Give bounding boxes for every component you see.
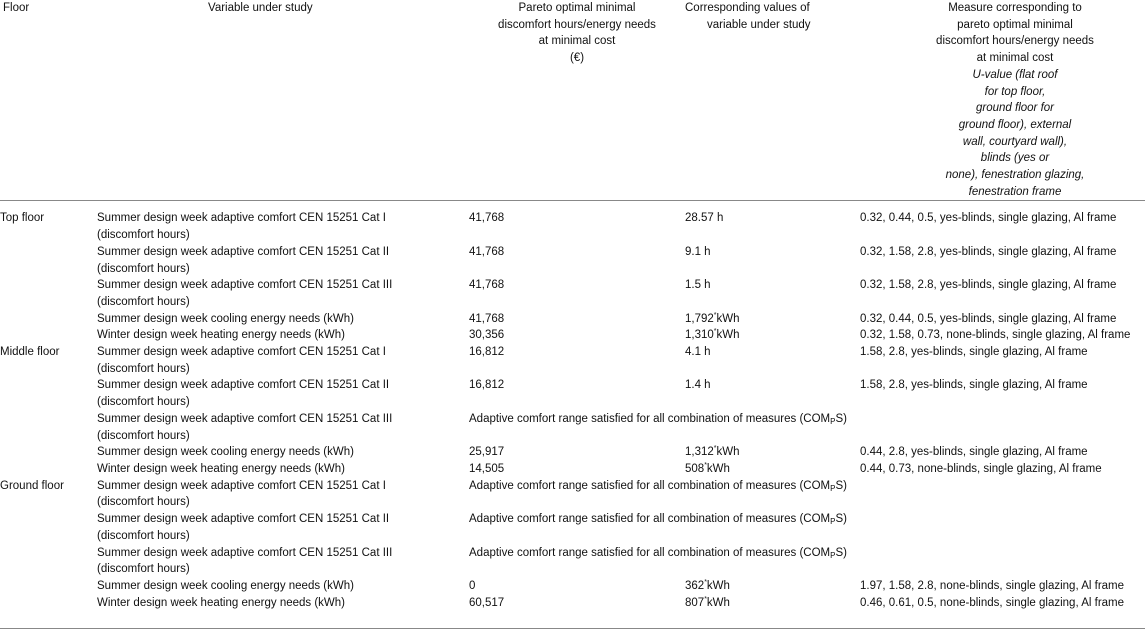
value-cell (685, 344, 860, 377)
floor-cell (0, 444, 97, 461)
table-row (0, 411, 1145, 444)
footnote-mark: * (704, 578, 707, 586)
header-measure: Measure corresponding to pareto optimal minimal discomfort hours/energy needs at minimal cost U-value (flat roof for top floor, ground floor for ground floor), external wall, courtyard wall), blinds (yes or none), fenestration glazing, fenestration frame (860, 0, 1145, 201)
value-cell (685, 327, 860, 344)
value-number: 807 (685, 596, 705, 609)
value-number: 1,792 (685, 312, 714, 325)
table-row (0, 461, 1145, 478)
table-row (0, 511, 1145, 544)
variable-line: Summer design week adaptive comfort CEN 15251 Cat III (97, 412, 393, 425)
note-text: Adaptive comfort range satisfied for all combination of measures (COM (469, 513, 831, 526)
value-number: 1,310 (685, 329, 714, 342)
note-text: Adaptive comfort range satisfied for all combination of measures (COM (469, 479, 831, 492)
measure-cell: 0.46, 0.61, 0.5, none-blinds, single glazing, Al frame (860, 596, 1125, 609)
floor-cell: Middle floor (0, 346, 60, 359)
variable-line: Summer design week adaptive comfort CEN 15251 Cat II (97, 245, 390, 258)
footnote-mark: * (713, 445, 717, 453)
variable-line: Winter design week heating energy needs (kWh) (97, 329, 346, 342)
floor-cell (0, 578, 97, 595)
value-number: 28.57 h (685, 212, 724, 225)
variable-line: (discomfort hours) (97, 295, 190, 308)
variable-line: Summer design week adaptive comfort CEN 15251 Cat I (97, 212, 386, 225)
variable-cell (97, 344, 469, 377)
table-row (0, 444, 1145, 461)
variable-line: Summer design week adaptive comfort CEN 15251 Cat III (97, 546, 393, 559)
table-body (0, 201, 1145, 611)
variable-line: Summer design week cooling energy needs (kWh) (97, 312, 354, 325)
comfort-satisfied-note (469, 478, 1145, 511)
value-number: 1.5 h (685, 279, 711, 292)
variable-cell (97, 201, 469, 244)
variable-line: (discomfort hours) (97, 396, 190, 409)
footnote-mark: * (704, 461, 707, 469)
cost-cell: 60,517 (469, 596, 505, 609)
cost-cell: 16,812 (469, 346, 505, 359)
value-cell (685, 201, 860, 244)
table-row (0, 578, 1145, 595)
variable-line: (discomfort hours) (97, 362, 190, 375)
floor-cell (0, 545, 97, 578)
comfort-satisfied-note (469, 411, 1145, 444)
value-number: 508 (685, 462, 705, 475)
table-row (0, 545, 1145, 578)
value-number: 9.1 h (685, 245, 711, 258)
table-row (0, 327, 1145, 344)
note-end: S) (835, 412, 847, 425)
floor-cell (0, 595, 97, 612)
variable-line: Summer design week cooling energy needs (kWh) (97, 579, 354, 592)
value-cell (685, 578, 860, 595)
variable-cell (97, 327, 469, 344)
value-cell (685, 277, 860, 310)
value-unit: kWh (716, 329, 740, 342)
value-cell (685, 377, 860, 410)
measure-cell: 0.44, 0.73, none-blinds, single glazing, Al frame (860, 462, 1102, 475)
floor-cell (0, 327, 97, 344)
measure-cell: 0.32, 0.44, 0.5, yes-blinds, single glazing, Al frame (860, 312, 1117, 325)
footnote-mark: * (713, 328, 717, 336)
variable-line: (discomfort hours) (97, 429, 190, 442)
cost-cell: 41,768 (469, 212, 505, 225)
table-row (0, 244, 1145, 277)
table-row (0, 311, 1145, 328)
variable-cell (97, 411, 469, 444)
floor-cell (0, 511, 97, 544)
note-sub: P (830, 517, 836, 527)
variable-line: Summer design week adaptive comfort CEN 15251 Cat I (97, 479, 386, 492)
variable-cell (97, 511, 469, 544)
floor-cell: Ground floor (0, 479, 64, 492)
variable-cell (97, 444, 469, 461)
note-sub: P (830, 550, 836, 560)
variable-line: Summer design week adaptive comfort CEN 15251 Cat II (97, 379, 390, 392)
variable-cell (97, 478, 469, 511)
footnote-mark: * (713, 311, 717, 319)
table-row (0, 344, 1145, 377)
header-variable: Variable under study (97, 0, 469, 201)
header-pareto-cost: Pareto optimal minimal discomfort hours/energy needs at minimal cost (€) (469, 0, 685, 201)
note-end: S) (835, 513, 847, 526)
variable-line: (discomfort hours) (97, 529, 190, 542)
table-row (0, 478, 1145, 511)
cost-cell: 41,768 (469, 245, 505, 258)
cost-cell: 30,356 (469, 329, 505, 342)
measure-cell: 0.32, 0.44, 0.5, yes-blinds, single glazing, Al frame (860, 212, 1117, 225)
variable-line: (discomfort hours) (97, 496, 190, 509)
variable-line: Summer design week adaptive comfort CEN 15251 Cat I (97, 346, 386, 359)
variable-cell (97, 311, 469, 328)
cost-cell: 14,505 (469, 462, 505, 475)
value-number: 4.1 h (685, 346, 711, 359)
measure-cell: 0.44, 2.8, yes-blinds, single glazing, Al frame (860, 446, 1088, 459)
variable-line: Winter design week heating energy needs (kWh) (97, 462, 346, 475)
footnote-mark: * (704, 595, 707, 603)
header-corresponding-values: Corresponding values of variable under study (685, 0, 860, 201)
variable-line: (discomfort hours) (97, 229, 190, 242)
variable-line: Summer design week cooling energy needs (kWh) (97, 446, 354, 459)
value-unit: kWh (716, 446, 740, 459)
table-row (0, 377, 1145, 410)
variable-cell (97, 545, 469, 578)
measure-cell: 1.97, 1.58, 2.8, none-blinds, single glazing, Al frame (860, 579, 1125, 592)
bottom-rule (0, 628, 1145, 629)
variable-cell (97, 277, 469, 310)
measure-cell: 1.58, 2.8, yes-blinds, single glazing, Al frame (860, 346, 1088, 359)
floor-cell (0, 411, 97, 444)
variable-line: Summer design week adaptive comfort CEN 15251 Cat II (97, 513, 390, 526)
note-sub: P (830, 416, 836, 426)
value-number: 362 (685, 579, 705, 592)
variable-line: Summer design week adaptive comfort CEN 15251 Cat III (97, 279, 393, 292)
cost-cell: 0 (469, 579, 476, 592)
note-end: S) (835, 546, 847, 559)
value-number: 1.4 h (685, 379, 711, 392)
cost-cell: 25,917 (469, 446, 505, 459)
floor-cell (0, 277, 97, 310)
variable-cell (97, 461, 469, 478)
comfort-satisfied-note (469, 545, 1145, 578)
value-number: 1,312 (685, 446, 714, 459)
floor-cell: Top floor (0, 212, 45, 225)
header-floor: Floor (0, 0, 97, 201)
floor-cell (0, 377, 97, 410)
floor-cell (0, 244, 97, 277)
cost-cell: 16,812 (469, 379, 505, 392)
value-unit: kWh (706, 596, 730, 609)
note-end: S) (835, 479, 847, 492)
value-cell (685, 444, 860, 461)
comfort-satisfied-note (469, 511, 1145, 544)
measure-cell: 0.32, 1.58, 0.73, none-blinds, single glazing, Al frame (860, 329, 1131, 342)
header-row (0, 0, 1145, 201)
variable-cell (97, 377, 469, 410)
table-row (0, 201, 1145, 244)
variable-cell (97, 595, 469, 612)
value-cell (685, 311, 860, 328)
cost-cell: 41,768 (469, 312, 505, 325)
cost-cell: 41,768 (469, 279, 505, 292)
value-unit: kWh (716, 312, 740, 325)
value-unit: kWh (706, 462, 730, 475)
value-cell (685, 244, 860, 277)
measure-cell: 1.58, 2.8, yes-blinds, single glazing, Al frame (860, 379, 1088, 392)
variable-line: (discomfort hours) (97, 563, 190, 576)
note-text: Adaptive comfort range satisfied for all combination of measures (COM (469, 546, 831, 559)
value-cell (685, 595, 860, 612)
variable-line: (discomfort hours) (97, 262, 190, 275)
table-row (0, 277, 1145, 310)
table-row (0, 595, 1145, 612)
measure-cell: 0.32, 1.58, 2.8, yes-blinds, single glazing, Al frame (860, 279, 1117, 292)
variable-cell (97, 244, 469, 277)
value-unit: kWh (706, 579, 730, 592)
note-text: Adaptive comfort range satisfied for all combination of measures (COM (469, 412, 831, 425)
note-sub: P (830, 483, 836, 493)
variable-line: Winter design week heating energy needs (kWh) (97, 596, 346, 609)
measure-cell: 0.32, 1.58, 2.8, yes-blinds, single glazing, Al frame (860, 245, 1117, 258)
floor-cell (0, 461, 97, 478)
floor-cell (0, 311, 97, 328)
value-cell (685, 461, 860, 478)
variable-cell (97, 578, 469, 595)
